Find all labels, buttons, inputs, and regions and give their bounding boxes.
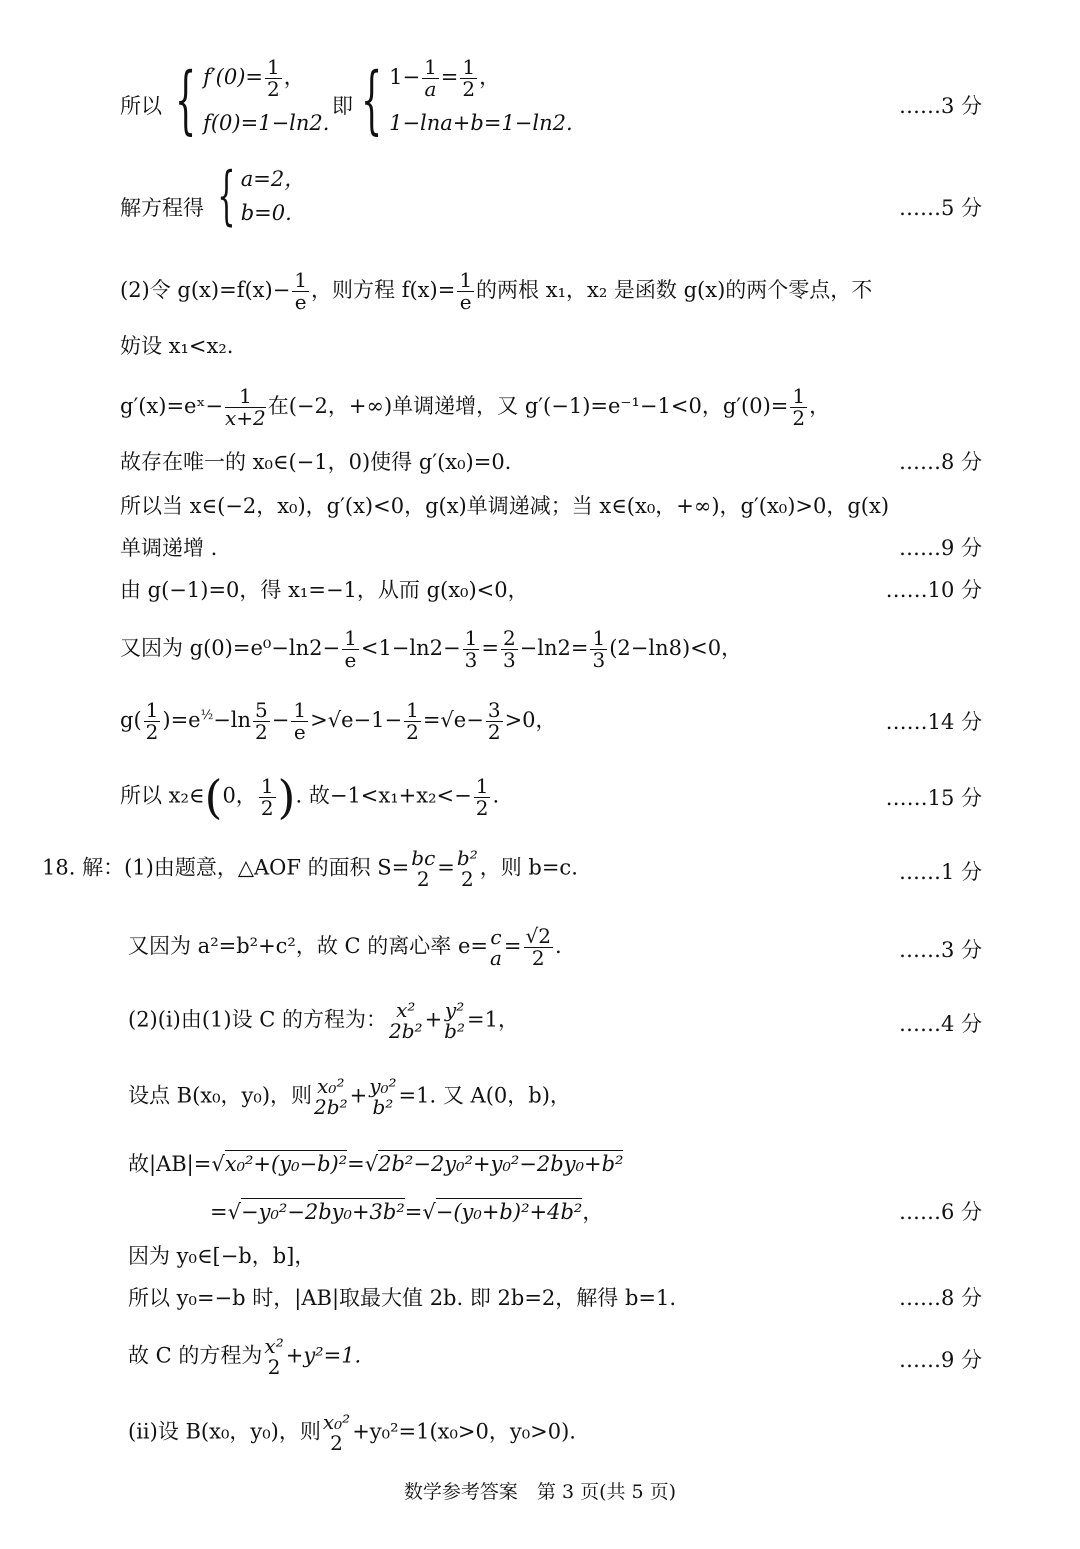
text-seg: ，则 b=c. [479, 855, 578, 880]
numerator: c [490, 924, 502, 949]
solve-label: 解方程得 [120, 196, 204, 220]
line-part-ii [0, 1402, 1080, 1458]
math-line [120, 386, 830, 429]
math-line [128, 1148, 623, 1178]
denominator: e [344, 648, 357, 672]
numerator: x₀² [317, 1074, 345, 1098]
fraction [404, 700, 421, 743]
line-eccentricity [0, 916, 1080, 972]
text-seg: 由 g(−1)=0，得 x₁=−1，从而 g(x₀)<0， [120, 578, 529, 602]
denominator: b² [444, 1019, 465, 1043]
text-seg: 又因为 a²=b²+c²，故 C 的离心率 e= [128, 934, 488, 958]
fraction [253, 700, 270, 743]
numerator: y² [444, 998, 465, 1022]
numerator: 1 [462, 55, 476, 79]
fraction [501, 628, 518, 671]
score-mark: ……4 分 [898, 1012, 982, 1036]
fraction [590, 628, 607, 671]
numerator: 3 [487, 698, 501, 722]
numerator: √2 [525, 924, 551, 948]
radicand: −y₀²−2by₀+3b² [240, 1200, 405, 1224]
system-2 [352, 54, 573, 146]
text-seg: (ii)设 B(x₀，y₀)，则 [128, 1419, 321, 1444]
eq-text: a=2， [240, 167, 306, 191]
exponent: ½ [200, 708, 214, 723]
numerator: 1 [464, 626, 478, 650]
text-seg: = [503, 934, 522, 958]
text-seg: )=e [162, 708, 201, 732]
text-seg: (2)(i)由(1)设 C 的方程为： [128, 1007, 388, 1032]
denominator: 2 [475, 795, 489, 820]
system-line [241, 162, 305, 196]
denominator: 2 [145, 720, 159, 744]
fraction [474, 773, 491, 820]
fraction [460, 57, 477, 100]
text-seg: >0， [504, 708, 557, 732]
text-seg: (2−ln8)<0， [609, 636, 743, 660]
system-lines [241, 162, 305, 230]
punct: ， [809, 394, 831, 418]
denominator: 3 [464, 648, 478, 672]
denominator: 2 [330, 1431, 343, 1455]
fraction [444, 1000, 465, 1042]
numerator: x² [396, 998, 416, 1022]
numerator: x² [264, 1334, 284, 1358]
text-seg: . 故−1<x₁+x₂<− [295, 783, 472, 808]
punct: . [554, 934, 562, 958]
denominator: 3 [502, 648, 516, 672]
text-seg: =1， [467, 1007, 519, 1032]
numerator: 1 [406, 698, 419, 722]
text-seg: −ln [213, 708, 252, 732]
fraction [264, 1336, 283, 1378]
math-line [210, 1196, 603, 1226]
score-mark: ……15 分 [885, 786, 982, 810]
system-line [203, 100, 329, 146]
fraction [259, 773, 276, 820]
system-lines [389, 54, 573, 146]
text-seg: <1−ln2− [360, 636, 461, 660]
radicand: −(y₀+b)²+4b² [435, 1200, 583, 1224]
fraction [486, 700, 503, 743]
text-seg: (2)令 g(x)=f(x)− [120, 278, 291, 302]
denominator: 2 [460, 867, 474, 891]
brace-icon: { [217, 159, 236, 233]
score-mark: ……10 分 [885, 578, 982, 602]
system-line [389, 54, 573, 100]
denominator: e [459, 290, 472, 314]
numerator: bc [411, 846, 436, 870]
text-seg: 单调递增 . [120, 536, 218, 560]
numerator: 1 [475, 773, 489, 798]
score-mark: ……3 分 [898, 94, 982, 118]
line-system-f [0, 52, 1080, 162]
denominator: b² [372, 1095, 394, 1119]
numerator: 2 [502, 626, 516, 650]
denominator: 2 [266, 77, 280, 101]
eq-text: b=0. [240, 201, 292, 225]
numerator: 1 [424, 55, 437, 79]
denominator: a [489, 945, 502, 970]
text-seg: 妨设 x₁<x₂. [120, 334, 234, 358]
text-seg: = [437, 855, 455, 880]
paren-left-icon: ( [204, 770, 223, 824]
fraction [422, 57, 439, 100]
denominator: 2 [462, 77, 476, 101]
fraction [144, 700, 161, 743]
text-seg: g′(x)=eˣ− [120, 394, 223, 418]
score-mark: ……5 分 [898, 196, 982, 220]
denominator: 2b² [314, 1095, 348, 1119]
fraction [489, 924, 502, 970]
text-seg: + [349, 1083, 368, 1108]
brace-icon: { [174, 57, 197, 143]
eq-text: = [440, 65, 459, 89]
line-c-equation [0, 1326, 1080, 1382]
numerator: 1 [592, 626, 606, 650]
text-seg: 故|AB|=√ [128, 1152, 225, 1176]
denominator: 2 [260, 795, 274, 820]
punct: . [492, 783, 500, 808]
fraction [411, 848, 435, 890]
text-seg: 的两根 x₁，x₂ 是函数 g(x)的两个零点，不 [476, 278, 873, 302]
ie-label: 即 [332, 94, 353, 118]
line-g-half [0, 690, 1080, 746]
text-seg: − [271, 708, 290, 732]
numerator: 5 [255, 698, 268, 722]
denominator: e [294, 290, 307, 314]
math-line [120, 270, 872, 313]
brace-icon: { [360, 57, 383, 143]
text-seg: +y²=1. [285, 1343, 362, 1368]
numerator: y₀² [369, 1074, 397, 1098]
denominator: 2 [406, 720, 419, 744]
paren-right-icon: ) [277, 770, 296, 824]
numerator: 1 [294, 268, 308, 292]
text-seg: >√e−1− [310, 708, 403, 732]
numerator: 1 [344, 626, 357, 650]
text-seg: =√ [210, 1200, 241, 1224]
math-line [128, 1000, 519, 1042]
radicand: x₀²+(y₀−b)² [224, 1152, 348, 1176]
score-mark: ……14 分 [885, 710, 982, 734]
denominator: 2b² [389, 1019, 423, 1043]
page-footer: 数学参考答案 第 3 页(共 5 页) [403, 1481, 677, 1503]
score-mark: ……8 分 [898, 1286, 982, 1310]
text-seg: 设点 B(x₀，y₀)，则 [128, 1083, 313, 1108]
system-line [203, 54, 329, 100]
text-seg: =√ [404, 1200, 436, 1224]
score-mark: ……9 分 [898, 1348, 982, 1372]
fraction [323, 1412, 350, 1454]
denominator: 3 [592, 648, 606, 672]
text-seg: 所以 y₀=−b 时，|AB|取最大值 2b. 即 2b=2，解得 b=1. [128, 1286, 677, 1310]
denominator: 2 [267, 1355, 281, 1379]
numerator: 1 [459, 268, 473, 292]
denominator: 2 [531, 946, 545, 970]
radicand: 2b²−2y₀²+y₀²−2by₀+b² [378, 1152, 624, 1176]
math-line [128, 1336, 361, 1378]
math-line [128, 1412, 576, 1454]
text-seg: =√ [347, 1152, 379, 1176]
fraction [369, 1076, 396, 1118]
fraction [291, 700, 308, 743]
so-label: 所以 [120, 94, 162, 118]
line-g0 [0, 618, 1080, 674]
numerator: 1 [293, 698, 307, 722]
numerator: b² [456, 846, 478, 870]
text-seg: 0， [222, 783, 257, 808]
text-seg: 又因为 g(0)=e⁰−ln2− [120, 636, 341, 660]
numerator: 1 [145, 698, 159, 722]
line-part2-intro [0, 258, 1080, 314]
line-q18-area [0, 838, 1080, 894]
denominator: 2 [416, 867, 430, 891]
fraction [225, 386, 266, 429]
fraction [524, 926, 553, 969]
score-mark: ……8 分 [898, 450, 982, 474]
punct: ， [479, 65, 501, 89]
math-line [120, 770, 500, 824]
system-lines [203, 54, 329, 146]
text-seg: =√e− [422, 708, 484, 732]
numerator: 1 [260, 773, 274, 798]
math-line [120, 700, 557, 743]
system-3 [210, 159, 306, 233]
text-seg: −ln2= [519, 636, 589, 660]
eq-text: f(0)=1−ln2. [203, 111, 330, 135]
system-1 [166, 54, 329, 146]
text-seg: 所以 x₂∈ [120, 783, 205, 808]
denominator: x+2 [224, 406, 266, 430]
denominator: 2 [487, 720, 501, 744]
numerator: 1 [792, 384, 806, 408]
text-seg: 故 C 的方程为 [128, 1343, 263, 1368]
denominator: 2 [255, 720, 268, 744]
denominator: e [293, 720, 306, 744]
text-seg: 所以当 x∈(−2，x₀)，g′(x)<0，g(x)单调递减；当 x∈(x₀，+∞)，g′(x₀)>0，g(x) [120, 494, 890, 518]
fraction [457, 270, 474, 313]
fraction [342, 628, 359, 671]
denominator: 2 [792, 406, 806, 430]
score-mark: ……9 分 [898, 536, 982, 560]
punct: ， [582, 1200, 604, 1224]
text-seg: g( [120, 708, 142, 732]
math-line [42, 848, 578, 890]
text-seg: 在(−2，+∞)单调递增，又 g′(−1)=e⁻¹−1<0，g′(0)= [267, 394, 789, 418]
numerator: x₀² [322, 1410, 351, 1434]
eq-text: 1−lna+b=1−ln2. [389, 111, 573, 135]
text-seg: +y₀²=1(x₀>0，y₀>0). [352, 1419, 576, 1444]
text-seg: 因为 y₀∈[−b，b]， [128, 1244, 316, 1268]
numerator: 1 [266, 55, 280, 79]
text-seg: + [424, 1007, 443, 1032]
punct: ， [283, 65, 305, 89]
math-line [128, 926, 562, 969]
text-seg: ，则方程 f(x)= [311, 278, 456, 302]
line-solve [0, 159, 1080, 244]
eq-text: 1− [389, 65, 421, 89]
eq-text: f′(0)= [203, 65, 263, 89]
fraction [457, 848, 478, 890]
text-seg: =1. 又 A(0，b)， [398, 1083, 571, 1108]
system-line [241, 196, 305, 230]
text-seg: = [481, 636, 499, 660]
fraction [265, 57, 282, 100]
denominator: a [424, 77, 437, 101]
system-line [389, 100, 573, 146]
text-seg: 18. 解：(1)由题意，△AOF 的面积 S= [42, 855, 410, 880]
line-derivative [0, 374, 1080, 430]
fraction [292, 270, 309, 313]
math-line [128, 1076, 571, 1118]
fraction [389, 1000, 423, 1042]
score-mark: ……1 分 [898, 860, 982, 884]
math-line [120, 628, 742, 671]
score-mark: ……3 分 [898, 938, 982, 962]
fraction [314, 1076, 348, 1118]
score-mark: ……6 分 [898, 1200, 982, 1224]
fraction [790, 386, 807, 429]
line-conclusion [0, 764, 1080, 822]
line-point-b [0, 1066, 1080, 1122]
fraction [463, 628, 480, 671]
line-ellipse-eq [0, 990, 1080, 1046]
text-seg: 故存在唯一的 x₀∈(−1，0)使得 g′(x₀)=0. [120, 450, 512, 474]
numerator: 1 [225, 386, 266, 408]
